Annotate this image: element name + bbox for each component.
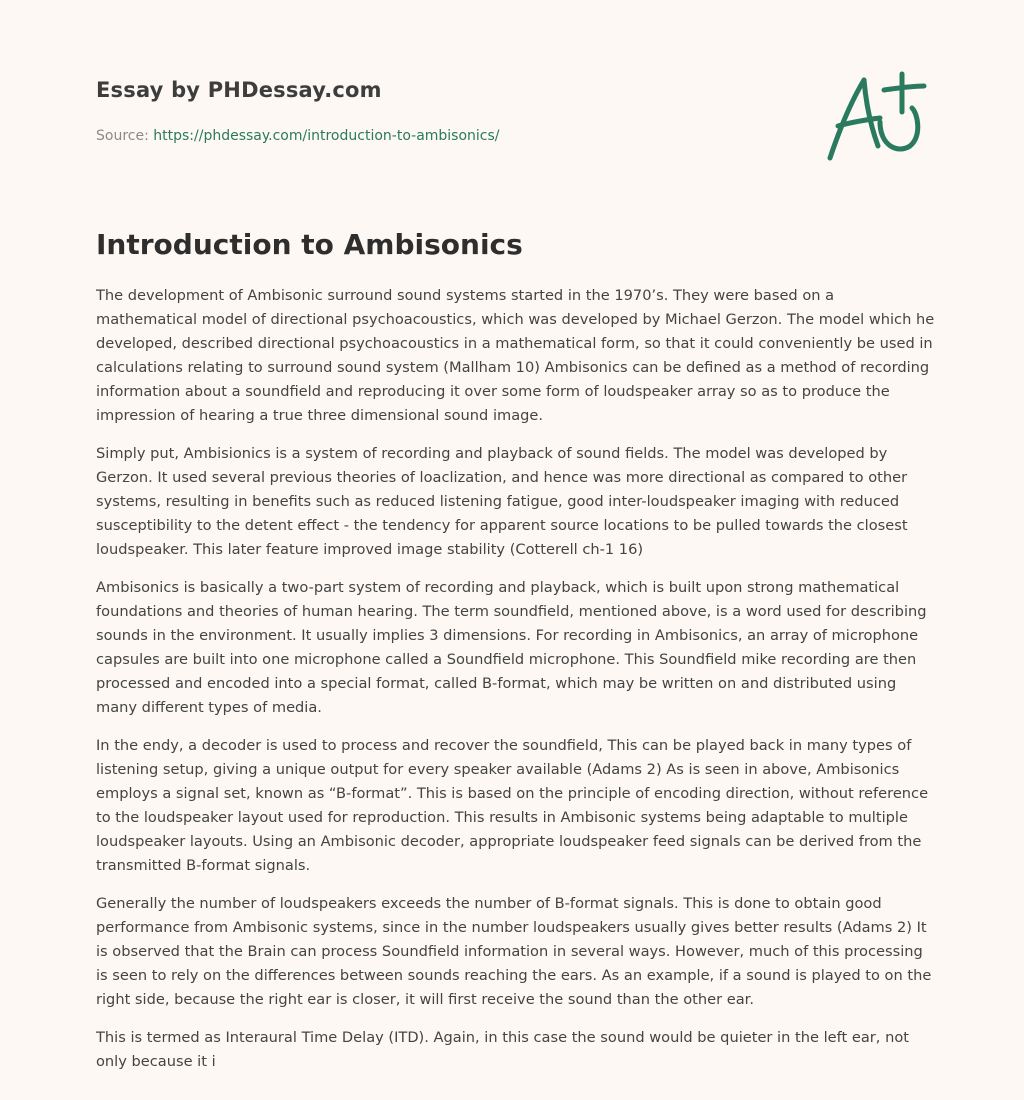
article-paragraph: Ambisonics is basically a two-part system of recording and playback, which is built upon strong mathematical foundations and theories of human hearing. The term soundfield, mentioned above, is a word used for describing sounds in the environment. It usually implies 3 dimensions. For recording in Ambisonics, an array of microphone capsules are built into one microphone called a Soundfield microphone. This Soundfield mike recording are then processed and encoded into a special format, called B-format, which may be written on and distributed using many different types of media. <box>96 579 927 716</box>
source-line <box>96 126 796 146</box>
a-plus-grade-icon <box>818 66 928 166</box>
article-body <box>96 284 936 1088</box>
article-paragraph: The development of Ambisonic surround sound systems started in the 1970’s. They were based on a mathematical model of directional psychoacoustics, which was developed by Michael Gerzon. The model which he developed, described directional psychoacoustics in a mathematical form, so that it could conveniently be used in calculations relating to surround sound system (Mallham 10) Ambisonics can be defined as a method of recording information about a soundfield and reproducing it over some form of loudspeaker array so as to produce the impression of hearing a true three dimensional sound image. <box>96 287 935 424</box>
article-paragraph: Generally the number of loudspeakers exceeds the number of B-format signals. This is done to obtain good performance from Ambisonic systems, since in the number loudspeakers usually gives better results (Adams 2) It is observed that the Brain can process Soundfield information in several ways. However, much of this processing is seen to rely on the differences between sounds reaching the ears. As an example, if a sound is played to on the right side, because the right ear is closer, it will first receive the sound than the other ear. <box>96 895 932 1008</box>
source-label: Source: <box>96 128 149 144</box>
site-brand: Essay by PHDessay.com <box>96 78 382 102</box>
source-link[interactable]: https://phdessay.com/introduction-to-ambisonics/ <box>153 128 500 144</box>
essay-header <box>96 76 796 146</box>
article-paragraph: Simply put, Ambisionics is a system of recording and playback of sound fields. The model was developed by Gerzon. It used several previous theories of loaclization, and hence was more directional as compared to other systems, resulting in benefits such as reduced listening fatigue, good inter-loudspeaker imaging with reduced susceptibility to the detent effect - the tendency for apparent source locations to be pulled towards the closest loudspeaker. This later feature improved image stability (Cotterell ch-1 16) <box>96 445 908 558</box>
article-paragraph: This is termed as Interaural Time Delay (ITD). Again, in this case the sound would be quieter in the left ear, not only because it i <box>96 1029 909 1070</box>
article-title: Introduction to Ambisonics <box>96 228 523 261</box>
article-paragraph: In the endy, a decoder is used to process and recover the soundfield, This can be played back in many types of listening setup, giving a unique output for every speaker available (Adams 2) As is seen in above, Ambisonics employs a signal set, known as “B-format”. This is based on the principle of encoding direction, without reference to the loudspeaker layout used for reproduction. This results in Ambisonic systems being adaptable to multiple loudspeaker layouts. Using an Ambisonic decoder, appropriate loudspeaker feed signals can be derived from the transmitted B-format signals. <box>96 737 929 874</box>
